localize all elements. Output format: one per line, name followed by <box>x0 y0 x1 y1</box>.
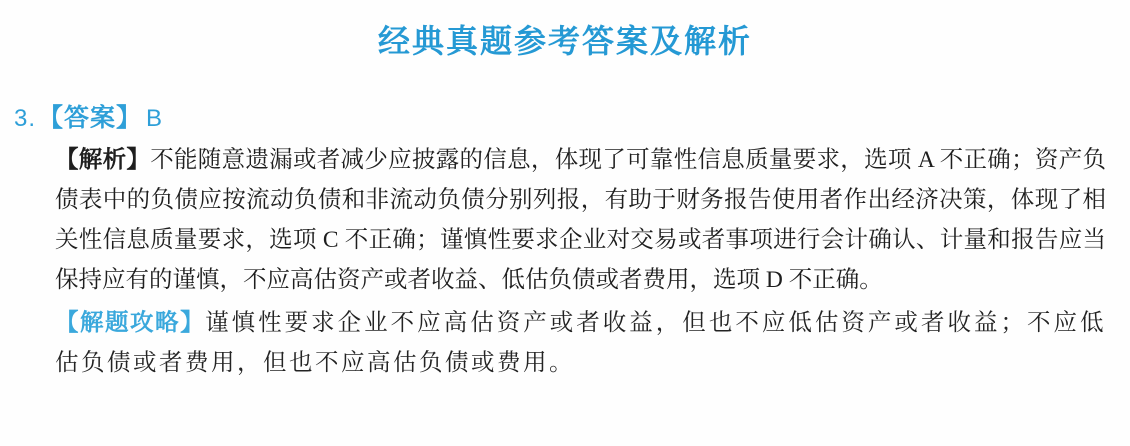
strategy-label: 【解题攻略】 <box>55 310 206 336</box>
page-title: 经典真题参考答案及解析 <box>377 23 752 59</box>
answer-label: 【答案】 <box>38 105 143 132</box>
analysis-text: 不能随意遗漏或者减少应披露的信息，体现了可靠性信息质量要求，选项 A 不正确；资产负债表中的负债应按流动负债和非流动负债分别列报，有助于财务报告使用者作出经济决策，体现了相关性信息质量要求，选项 C 不正确；谨慎性要求企业对交易或者事项进行会计确认、计量和报告应当保持应有的谨慎，不应高估资产或者收益、低估负债或者费用，选项 D 不正确。 <box>55 147 1106 293</box>
strategy-text-segment: 资产或者收益；不应低估负债或者费用，但也 <box>55 310 1107 376</box>
analysis-label: 【解析】 <box>55 147 151 173</box>
question-number: 3. <box>14 105 37 132</box>
answer-line <box>14 98 1130 134</box>
strategy-text-segment: 负债或费用。 <box>419 350 575 376</box>
answer-value: B <box>146 105 164 132</box>
strategy-highlight-no-underestimate: 不应低估 <box>735 310 842 336</box>
analysis-paragraph <box>55 140 1106 300</box>
strategy-text-segment: 谨慎性要求企业不应高估资产或者收益，但也 <box>205 310 736 336</box>
strategy-paragraph <box>55 303 1106 383</box>
strategy-highlight-no-overestimate: 不应高估 <box>315 350 419 376</box>
